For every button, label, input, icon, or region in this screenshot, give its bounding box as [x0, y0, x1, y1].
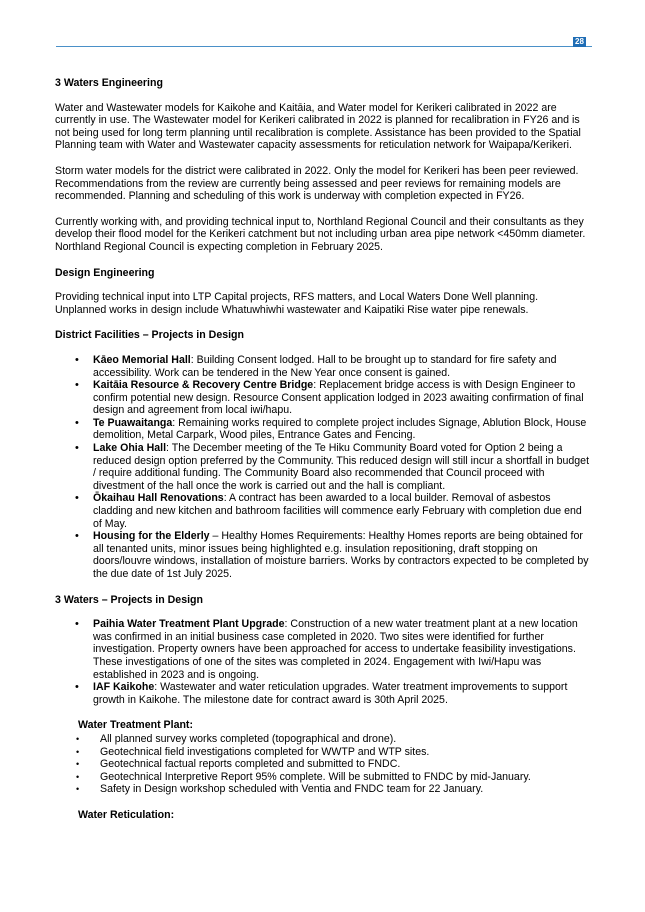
- list-item: • Housing for the Elderly – Healthy Homes Requirements: Healthy Homes reports are being obtained for all tenanted units, minor issues being highlighted e.g. insulation repositioning, draft stopping on doors/louvre windows, installation of moisture barriers. Works by contractors expected to be completed by the due date of 1st July 2025.: [55, 530, 591, 580]
- paragraph: Storm water models for the district were calibrated in 2022. Only the model for Kerikeri has been peer reviewed. Recommendations from the review are currently being assessed and peer reviews for remaining models are recommended. Planning and scheduling of this work is underway with completion expected in FY26.: [55, 164, 579, 203]
- heading-water-reticulation: Water Reticulation:: [78, 808, 175, 821]
- list-item: • Paihia Water Treatment Plant Upgrade: Construction of a new water treatment plant at a new location was confirmed in an initial business case completed in 2020. Two sites were identified for further investigation. Property owners have been approached for access to undertake feasibility investigations. These investigations of one of the sites was completed in 2024. Engagement with Iwi/Hapu was established in 2023 and is ongoing.: [55, 618, 591, 681]
- heading-district-facilities: District Facilities – Projects in Design: [55, 329, 244, 342]
- paragraph: Currently working with, and providing technical input to, Northland Regional Council and their consultants as they develop their flood model for the Kerikeri catchment but not including urban area pipe network <450mm diameter. Northland Regional Council is expecting completion in February 2025.: [55, 215, 586, 253]
- page-number: 28: [573, 37, 586, 47]
- list-item: • Safety in Design workshop scheduled with Ventia and FNDC team for 22 January.: [55, 783, 591, 796]
- list-item: • Kāeo Memorial Hall: Building Consent lodged. Hall to be brought up to standard for fire safety and accessibility. Work can be tendered in the New Year once consent is gained.: [55, 354, 591, 379]
- list-item: • Geotechnical Interpretive Report 95% complete. Will be submitted to FNDC by mid-January.: [55, 771, 591, 784]
- paragraph: Water and Wastewater models for Kaikohe and Kaitāia, and Water model for Kerikeri calibrated in 2022 are currently in use. The Wastewater model for Kerikeri calibrated in 2022 is planned for recalibration in FY26 and is not being used for long term planning until recalibration is complete. Assistance has been provided to the Spatial Planning team with Water and Wastewater capacity assessments for reticulation network for Waipapa/Kerikeri.: [55, 101, 581, 152]
- list-item: • Geotechnical field investigations completed for WWTP and WTP sites.: [55, 746, 591, 759]
- list-item: • Lake Ohia Hall: The December meeting of the Te Hiku Community Board voted for Option 2 being a reduced design option preferred by the Community. This reduced design will still incur a shortfall in budget / require additional funding. The Community Board also recommended that Council proceed with divestment of the hall once the work is carried out and the hall is compliant.: [55, 442, 591, 492]
- heading-3-waters-engineering: 3 Waters Engineering: [55, 77, 163, 89]
- list-item: • All planned survey works completed (topographical and drone).: [55, 733, 591, 746]
- list-item: • Ōkaihau Hall Renovations: A contract has been awarded to a local builder. Removal of asbestos cladding and new kitchen and bathroom facilities will commence early February with completion due end of May.: [55, 492, 591, 530]
- paragraph: Providing technical input into LTP Capital projects, RFS matters, and Local Waters Done Well planning. Unplanned works in design include Whatuwhiwhi wastewater and Kaipatiki Rise water pipe renewals.: [55, 291, 539, 316]
- list-item: • Kaitāia Resource & Recovery Centre Bridge: Replacement bridge access is with Design Engineer to confirm potential new design. Resource Consent application lodged in 2023 awaiting confirmation of final design and agreement from local iwi/hapu.: [55, 379, 591, 417]
- heading-water-treatment-plant: Water Treatment Plant:: [78, 719, 193, 732]
- heading-design-engineering: Design Engineering: [55, 266, 155, 279]
- three-waters-projects-list: [55, 618, 591, 706]
- water-treatment-plant-list: [55, 733, 591, 796]
- document-body: [55, 77, 591, 822]
- list-item: • Te Puawaitanga: Remaining works required to complete project includes Signage, Ablution Block, House demolition, Metal Carpark, Wood piles, Entrance Gates and Fencing.: [55, 417, 591, 442]
- list-item: • IAF Kaikohe: Wastewater and water reticulation upgrades. Water treatment improvements to support growth in Kaikohe. The milestone date for contract award is 30th April 2025.: [55, 681, 591, 706]
- heading-3-waters-projects: 3 Waters – Projects in Design: [55, 593, 203, 606]
- header-rule: [56, 46, 592, 47]
- list-item: • Geotechnical factual reports completed and submitted to FNDC.: [55, 758, 591, 771]
- district-facilities-list: [55, 354, 591, 581]
